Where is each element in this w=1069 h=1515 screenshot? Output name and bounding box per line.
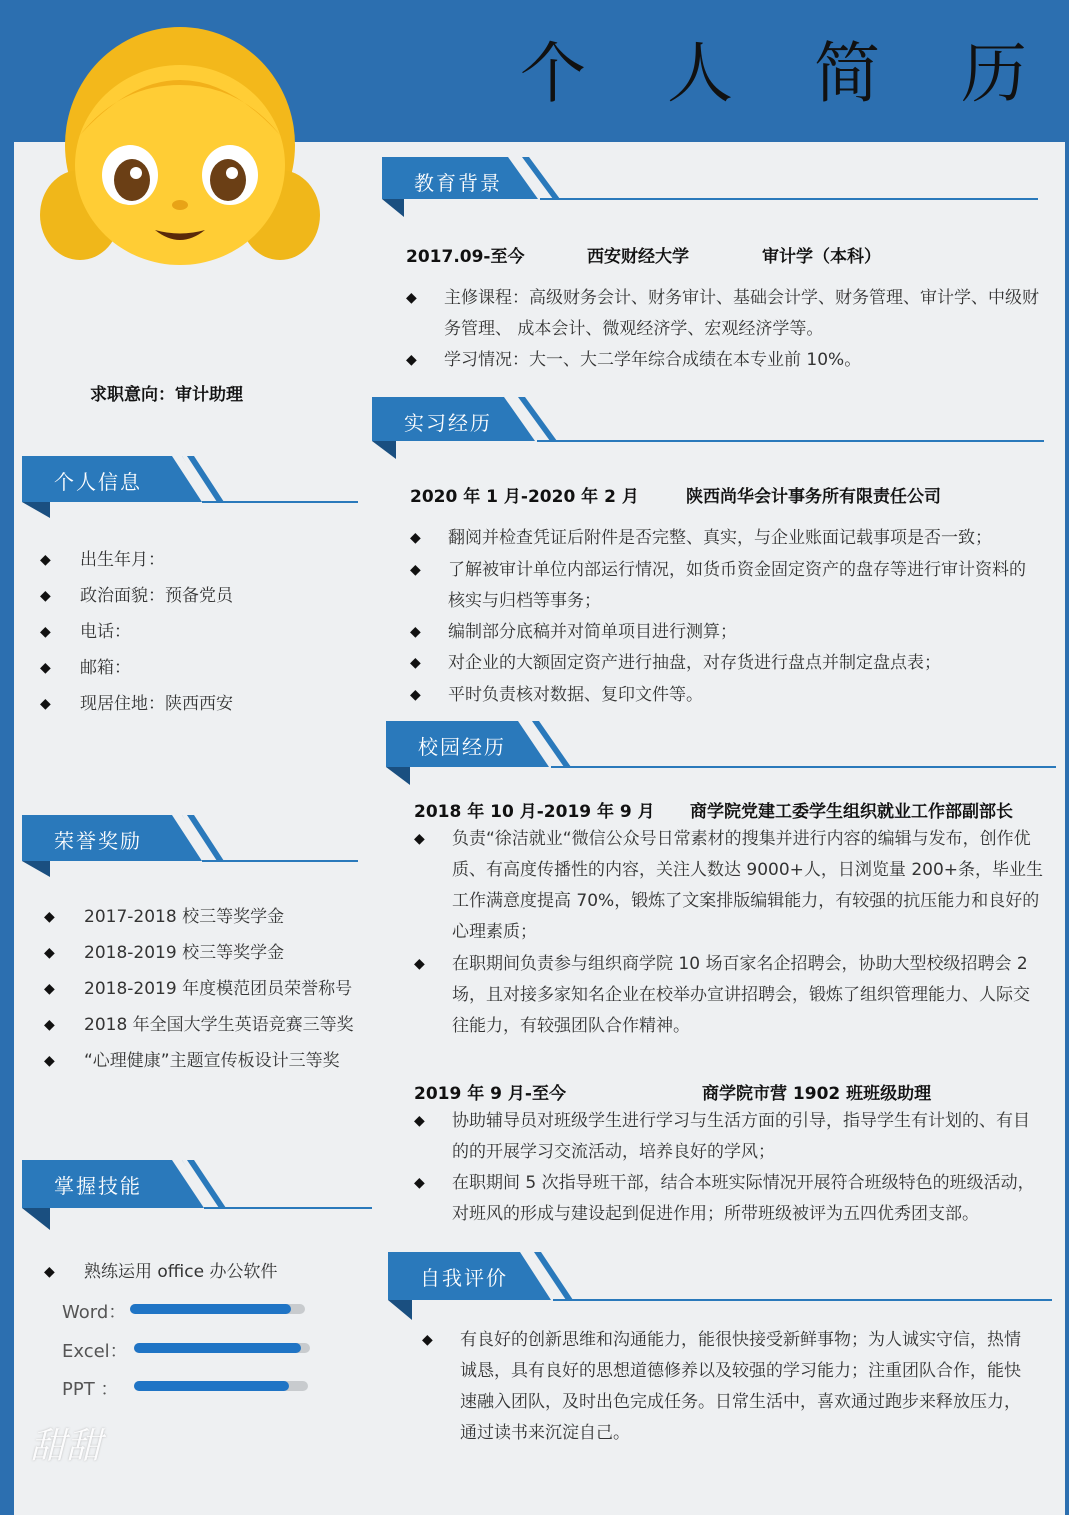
skill-excel-label: Excel： — [62, 1341, 128, 1362]
list-item: ◆ 协助辅导员对班级学生进行学习与生活方面的引导，指导学生有计划的、有目的的开展学习交流活动，培养良好的学风； — [414, 1111, 1030, 1162]
resume-title: 个 人 简 历 — [520, 35, 1057, 112]
edu-school: 西安财经大学 — [587, 247, 689, 267]
list-item: ◆ 出生年月： — [40, 550, 165, 570]
list-item: ◆ 平时负责核对数据、复印文件等。 — [410, 685, 703, 702]
intern-date: 2020 年 1 月-2020 年 2 月 — [410, 487, 639, 507]
list-item: ◆ “心理健康”主题宣传板设计三等奖 — [44, 1051, 340, 1071]
list-item: ◆ 现居住地：陕西西安 — [40, 694, 233, 714]
avatar-icon — [40, 15, 320, 275]
list-item: ◆ 电话： — [40, 622, 131, 642]
campus2-org: 商学院市营 1902 班班级助理 — [702, 1084, 932, 1104]
job-intent: 求职意向：审计助理 — [90, 385, 243, 405]
list-item: ◆ 负责“徐洁就业“微信公众号日常素材的搜集并进行内容的编辑与发布，创作优质、有高度传播性的内容，关注人数达 9000+人，日浏览量 200+条，毕业生工作满意度提高 70%，锻炼了文案排版编辑能力，有较强的抗压能力和良好的心理素质； — [414, 829, 1044, 942]
list-item: ◆ 对企业的大额固定资产进行抽盘，对存货进行盘点并制定盘点表； — [410, 653, 941, 673]
list-item: ◆ 2018-2019 年度模范团员荣誉称号 — [44, 979, 353, 999]
section-skills-heading: 掌握技能 — [54, 1174, 142, 1198]
skill-word-bar — [130, 1304, 291, 1314]
section-education — [382, 157, 1038, 217]
list-item: ◆ 2017-2018 校三等奖学金 — [44, 907, 285, 927]
list-item: ◆ 主修课程：高级财务会计、财务审计、基础会计学、财务管理、审计学、中级财务管理、 成本会计、微观经济学、宏观经济学等。 — [406, 288, 1039, 339]
section-self-heading: 自我评价 — [420, 1266, 508, 1290]
skill-excel-bar — [134, 1343, 301, 1353]
list-item: ◆ 编制部分底稿并对简单项目进行测算； — [410, 622, 737, 642]
skill-ppt-label: PPT ： — [62, 1379, 119, 1400]
watermark: 甜甜 — [30, 1426, 103, 1467]
section-honors-heading: 荣誉奖励 — [54, 829, 142, 853]
section-internship-heading: 实习经历 — [404, 411, 492, 435]
campus1-org: 商学院党建工委学生组织就业工作部副部长 — [690, 802, 1013, 822]
section-personal — [22, 456, 358, 516]
list-item: ◆ 在职期间 5 次指导班干部，结合本班实际情况开展符合班级特色的班级活动，对班风的形成与建设起到促进作用；所带班级被评为五四优秀团支部。 — [414, 1173, 1035, 1224]
section-campus — [386, 721, 1056, 781]
edu-date: 2017.09-至今 — [406, 247, 525, 267]
list-item: ◆ 有良好的创新思维和沟通能力，能很快接受新鲜事物；为人诚实守信，热情诚恳，具有良好的思想道德修养以及较强的学习能力；注重团队合作，能快速融入团队，及时出色完成任务。日常生活中，喜欢通过跑步来释放压力，通过读书来沉淀自己。 — [422, 1330, 1021, 1443]
campus1-date: 2018 年 10 月-2019 年 9 月 — [414, 802, 655, 822]
list-item: ◆ 2018-2019 校三等奖学金 — [44, 943, 285, 963]
section-personal-heading: 个人信息 — [54, 470, 142, 494]
skill-word-label: Word： — [62, 1302, 127, 1323]
intern-company: 陕西尚华会计事务所有限责任公司 — [686, 487, 941, 507]
list-item: ◆ 学习情况：大一、大二学年综合成绩在本专业前 10%。 — [406, 350, 862, 370]
list-item: ◆ 在职期间负责参与组织商学院 10 场百家名企招聘会，协助大型校级招聘会 2 场，且对接多家知名企业在校举办宣讲招聘会，锻炼了组织管理能力、人际交往能力，有较强团队合作精神。 — [414, 954, 1030, 1036]
edu-major: 审计学（本科） — [762, 247, 881, 267]
skill-item: ◆ 熟练运用 office 办公软件 — [44, 1262, 278, 1282]
list-item: ◆ 翻阅并检查凭证后附件是否完整、真实，与企业账面记载事项是否一致； — [410, 528, 992, 548]
section-self — [388, 1252, 1052, 1312]
skill-ppt-bar — [134, 1381, 289, 1391]
section-campus-heading: 校园经历 — [418, 735, 506, 759]
section-honors — [22, 815, 358, 875]
list-item: ◆ 2018 年全国大学生英语竞赛三等奖 — [44, 1015, 354, 1035]
section-education-heading: 教育背景 — [414, 171, 502, 195]
campus2-date: 2019 年 9 月-至今 — [414, 1084, 566, 1104]
section-internship — [372, 397, 1044, 457]
list-item: ◆ 邮箱： — [40, 658, 131, 678]
list-item: ◆ 了解被审计单位内部运行情况，如货币资金固定资产的盘存等进行审计资料的核实与归档等事务； — [410, 560, 1026, 611]
list-item: ◆ 政治面貌：预备党员 — [40, 586, 233, 606]
section-skills — [22, 1160, 372, 1220]
